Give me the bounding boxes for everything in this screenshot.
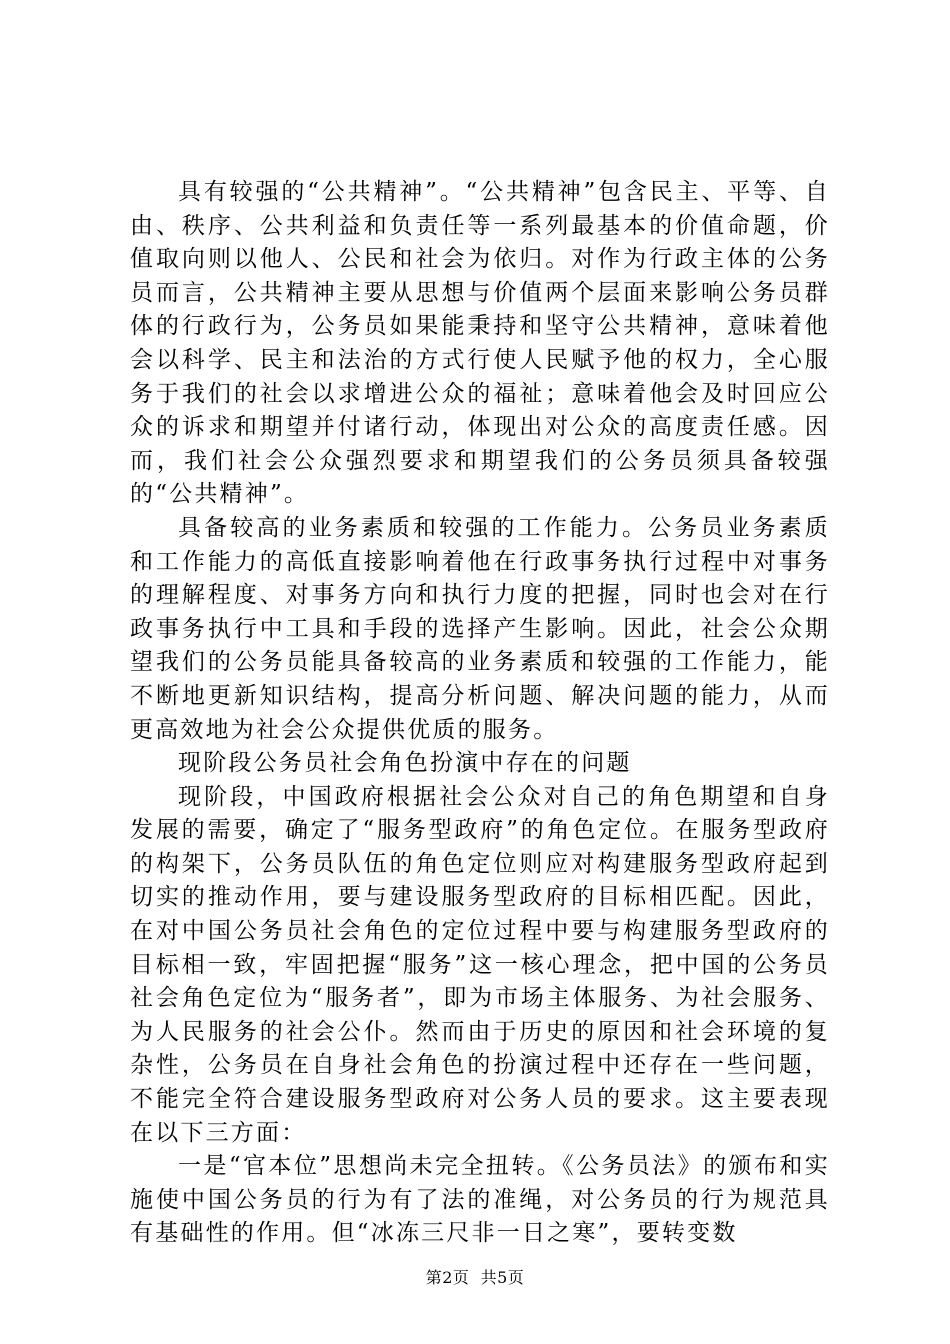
page-number: 第2页 共5页: [425, 1268, 525, 1287]
paragraph-service-government: 现阶段，中国政府根据社会公众对自己的角色期望和自身发展的需要，确定了“服务型政府”的角色定位。在服务型政府的构架下，公务员队伍的角色定位则应对构建服务型政府起到切实的推动作用，要与建设服务型政府的目标相匹配。因此，在对中国公务员社会角色的定位过程中要与构建服务型政府的目标相一致，牢固把握“服务”这一核心理念，把中国的公务员社会角色定位为“服务者”，即为市场主体服务、为社会服务、为人民服务的社会公仆。然而由于历史的原因和社会环境的复杂性，公务员在自身社会角色的扮演过程中还存在一些问题，不能完全符合建设服务型政府对公务人员的要求。这主要表现在以下三方面：: [130, 783, 830, 1146]
paragraph-official-standard: 一是“官本位”思想尚未完全扭转。《公务员法》的颁布和实施使中国公务员的行为有了法的准绳，对公务员的行为规范具有基础性的作用。但“冰冻三尺非一日之寒”，要转变数: [130, 1153, 830, 1247]
document-body: [130, 176, 830, 1251]
section-heading-problems: 现阶段公务员社会角色扮演中存在的问题: [178, 750, 632, 777]
paragraph-business-quality: 具备较高的业务素质和较强的工作能力。公务员业务素质和工作能力的高低直接影响着他在行政事务执行过程中对事务的理解程度、对事务方向和执行力度的把握，同时也会对在行政事务执行中工具和手段的选择产生影响。因此，社会公众期望我们的公务员能具备较高的业务素质和较强的工作能力，能不断地更新知识结构，提高分析问题、解决问题的能力，从而更高效地为社会公众提供优质的服务。: [130, 514, 830, 743]
paragraph-public-spirit: 具有较强的“公共精神”。“公共精神”包含民主、平等、自由、秩序、公共利益和负责任等一系列最基本的价值命题，价值取向则以他人、公民和社会为依归。对作为行政主体的公务员而言，公共精神主要从思想与价值两个层面来影响公务员群体的行政行为，公务员如果能秉持和坚守公共精神，意味着他会以科学、民主和法治的方式行使人民赋予他的权力，全心服务于我们的社会以求增进公众的福祉；意味着他会及时回应公众的诉求和期望并付诸行动，体现出对公众的高度责任感。因而，我们社会公众强烈要求和期望我们的公务员须具备较强的“公共精神”。: [130, 179, 830, 508]
page-footer: [0, 1268, 950, 1288]
